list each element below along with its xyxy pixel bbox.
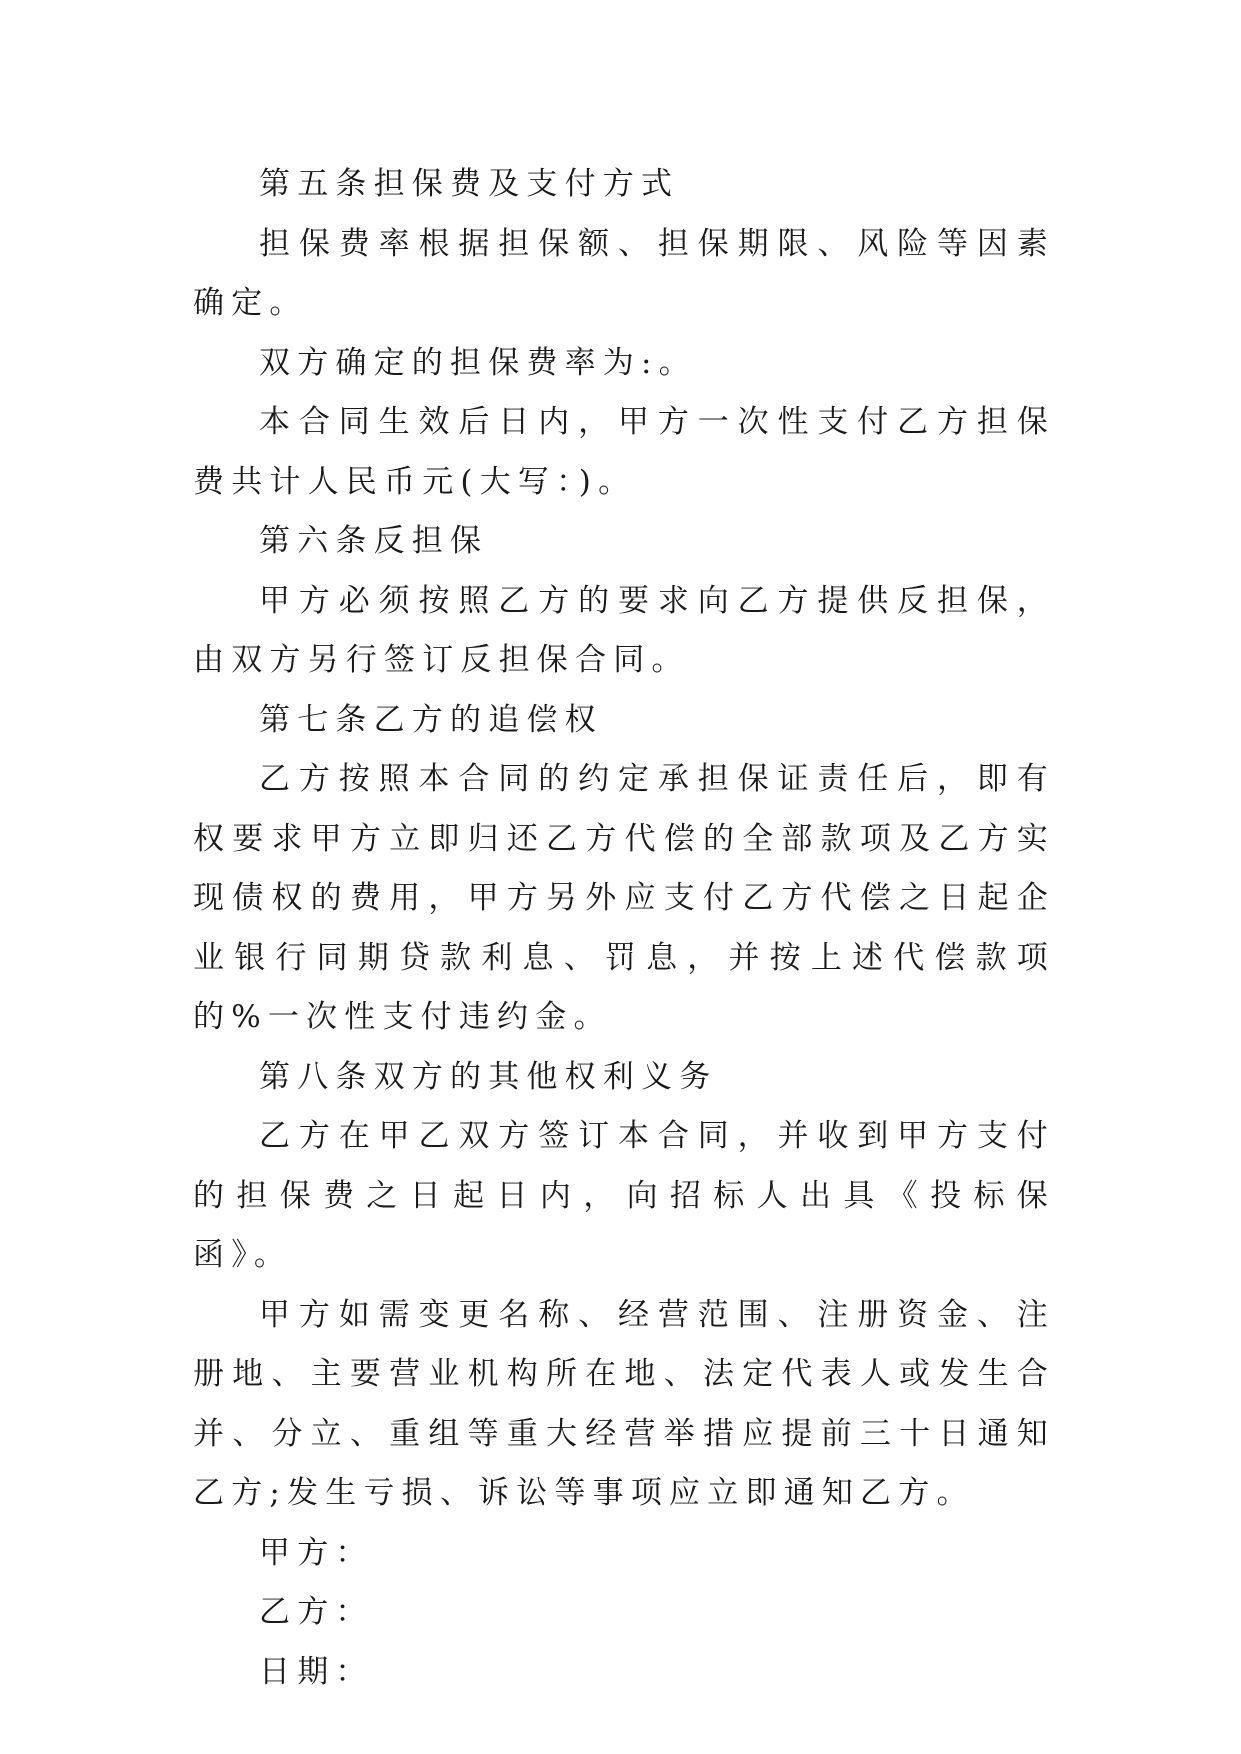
signature-party-b: 乙方： [259,1594,374,1630]
article-7-paragraph-1: 乙方按照本合同的约定承担保证责任后，即有权要求甲方立即归还乙方代偿的全部款项及乙方实现债权的费用，甲方另外应支付乙方代偿之日起企业银行同期贷款利息、罚息，并按上述代偿款项的%一次性支付违约金。 [193,761,1055,1035]
article-5-paragraph-3: 本合同生效后日内，甲方一次性支付乙方担保费共计人民币元(大写：)。 [193,404,1055,500]
article-5-paragraph-1: 担保费率根据担保额、担保期限、风险等因素确定。 [193,225,1055,321]
article-8-title: 第八条双方的其他权利义务 [259,1058,718,1095]
article-7-title: 第七条乙方的追偿权 [259,701,603,738]
signature-party-a: 甲方： [259,1534,374,1571]
article-6-title: 第六条反担保 [259,523,489,559]
article-5-paragraph-2: 双方确定的担保费率为:。 [259,344,697,381]
article-8-paragraph-2: 甲方如需变更名称、经营范围、注册资金、注册地、主要营业机构所在地、法定代表人或发生合并、分立、重组等重大经营举措应提前三十日通知乙方;发生亏损、诉讼等事项应立即通知乙方。 [193,1296,1055,1511]
article-5-title: 第五条担保费及支付方式 [259,166,680,202]
article-6-paragraph-1: 甲方必须按照乙方的要求向乙方提供反担保，由双方另行签订反担保合同。 [193,582,1055,678]
signature-date: 日期： [259,1653,374,1690]
document-page [193,155,1055,1702]
article-8-paragraph-1: 乙方在甲乙双方签订本合同，并收到甲方支付的担保费之日起日内，向招标人出具《投标保函》。 [193,1118,1055,1273]
